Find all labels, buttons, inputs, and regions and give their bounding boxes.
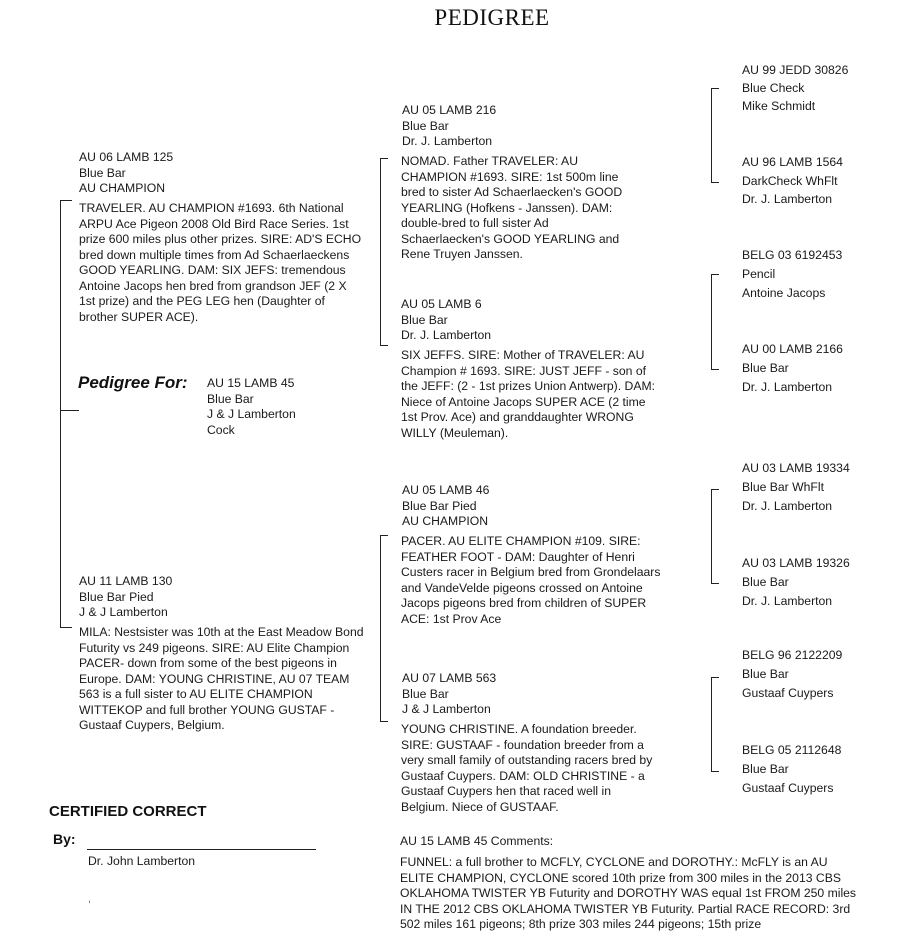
ds-block (402, 483, 682, 530)
dd-owner: J & J Lamberton (402, 702, 491, 716)
comments-text: FUNNEL: a full brother to MCFLY, CYCLONE and DOROTHY.: McFLY is an AU ELITE CHAMPION, CYCLONE scored 10th prize from 300 miles in the 2013 CBS OKLAHOMA TWISTER YB Futurity and DOROTHY WAS equal 1st FROM 250 miles IN THE 2012 CBS OKLAHOMA TWISTER YB Futurity. Partial RACE RECORD: 3rd 502 miles 161 pigeons; 8th prize 303 miles 244 pigeons; 15th prize (400, 855, 857, 931)
subject-band: AU 15 LAMB 45 (207, 376, 295, 390)
ggp-color: Blue Bar (742, 361, 789, 375)
signature-line (87, 849, 316, 850)
ggp-owner: Dr. J. Lamberton (742, 192, 833, 206)
sire-block (79, 150, 364, 197)
ggp-3 (742, 246, 912, 303)
dd-connector (380, 721, 388, 722)
ggp-connector (711, 489, 719, 490)
sd-band: AU 05 LAMB 6 (401, 297, 482, 311)
ggp-owner: Dr. J. Lamberton (742, 594, 833, 608)
dam-owner: J & J Lamberton (79, 605, 168, 619)
ggp-color: Blue Bar (742, 762, 789, 776)
ggp-band: BELG 05 2112648 (742, 743, 842, 757)
dam-bracket-line (380, 535, 381, 721)
ggp-color: DarkCheck WhFlt (742, 173, 838, 188)
sire-bracket-line (380, 158, 381, 345)
ggp-1 (742, 61, 912, 115)
sire-color: Blue Bar (79, 165, 126, 180)
ggp-5 (742, 459, 912, 516)
sd-connector (380, 345, 388, 346)
sire-band: AU 06 LAMB 125 (79, 150, 174, 164)
page-title: PEDIGREE (434, 5, 550, 30)
ggp-band: BELG 03 6192453 (742, 248, 843, 262)
ss-band: AU 05 LAMB 216 (402, 103, 497, 117)
certified-correct-heading: CERTIFIED CORRECT (49, 803, 207, 820)
ggp-connector (711, 583, 719, 584)
ggp-band: AU 00 LAMB 2166 (742, 342, 843, 356)
ggp-connector (711, 369, 719, 370)
dd-block (402, 671, 682, 718)
ss-color: Blue Bar (402, 118, 449, 133)
subject-connector (60, 410, 79, 411)
subject-color: Blue Bar (207, 391, 254, 406)
ss-notes: NOMAD. Father TRAVELER: AU CHAMPION #1693. SIRE: 1st 500m line bred to sister Ad Schaerlaecken's GOOD YEARLING (Hofkens - Janssen). DAM: double-bred to full sister Ad Schaerlaecken's GOOD YEARLING and Rene Truyen Janssen. (401, 154, 623, 261)
sd-owner: Dr. J. Lamberton (401, 328, 492, 342)
ggp-owner: Antoine Jacops (742, 286, 826, 300)
ggp-owner: Gustaaf Cuypers (742, 781, 834, 795)
ggp-bracket-3 (711, 489, 712, 583)
sire-title: AU CHAMPION (79, 181, 165, 195)
ggp-bracket-2 (711, 274, 712, 369)
ggp-owner: Dr. J. Lamberton (742, 380, 833, 394)
ggp-connector (711, 771, 719, 772)
ggp-band: AU 96 LAMB 1564 (742, 155, 843, 169)
ggp-connector (711, 88, 719, 89)
ggp-4 (742, 340, 912, 397)
ggp-bracket-4 (711, 677, 712, 771)
sd-block (401, 297, 681, 344)
sd-color: Blue Bar (401, 312, 448, 327)
ds-title: AU CHAMPION (402, 514, 488, 528)
ds-color: Blue Bar Pied (402, 498, 477, 513)
ggp-connector (711, 677, 719, 678)
sire-connector (60, 200, 72, 201)
ggp-bracket-1 (711, 88, 712, 182)
ds-band: AU 05 LAMB 46 (402, 483, 490, 497)
ggp-color: Blue Bar WhFlt (742, 480, 824, 494)
ggp-band: AU 03 LAMB 19334 (742, 461, 850, 475)
ggp-8 (742, 741, 912, 798)
sd-notes: SIX JEFFS. SIRE: Mother of TRAVELER: AU Champion # 1693. SIRE: JUST JEFF - son of the JEFF: (2 - 1st prizes Union Antwerp). DAM: Niece of Antoine Jacops SUPER ACE (2 time 1st Prov. Ace) and granddaughter WRONG WILLY (Meuleman). (401, 348, 655, 440)
dam-connector (60, 627, 72, 628)
subject-block (207, 376, 347, 438)
subject-sex: Cock (207, 422, 235, 437)
ggp-color: Pencil (742, 267, 776, 281)
pedigree-for-label: Pedigree For: (78, 373, 188, 392)
dam-band: AU 11 LAMB 130 (79, 574, 173, 588)
dd-band: AU 07 LAMB 563 (402, 671, 497, 685)
dam-notes: MILA: Nestsister was 10th at the East Meadow Bond Futurity vs 249 pigeons. SIRE: AU Elite Champion PACER- down from some of the best pigeons in Europe. DAM: YOUNG CHRISTINE, AU 07 TEAM 563 is a full sister to AU ELITE CHAMPION WITTEKOP and full brother YOUNG GUSTAF - Gustaaf Cuypers, Belgium. (79, 625, 364, 732)
dam-color: Blue Bar Pied (79, 589, 154, 604)
ggp-7 (742, 646, 912, 703)
ggp-band: AU 03 LAMB 19326 (742, 556, 850, 570)
stray-mark: , (88, 894, 91, 905)
subject-bracket-line (60, 200, 61, 627)
ggp-band: BELG 96 2122209 (742, 648, 843, 662)
ss-owner: Dr. J. Lamberton (402, 134, 493, 148)
ggp-6 (742, 554, 912, 611)
dam-block (79, 574, 364, 621)
ds-notes: PACER. AU ELITE CHAMPION #109. SIRE: FEATHER FOOT - DAM: Daughter of Henri Custers racer in Belgium bred from Grondelaars and VandeVelde pigeons crossed on Antoine Jacops pigeons bred from children of SUPER ACE: 1st Prov Ace (401, 534, 661, 626)
comments-heading: AU 15 LAMB 45 Comments: (400, 834, 554, 848)
sire-notes: TRAVELER. AU CHAMPION #1693. 6th National ARPU Ace Pigeon 2008 Old Bird Race Series. 1st prize 600 miles plus other prizes. SIRE: AD'S ECHO bred down multiple times from Ad Schaerlaeckens GOOD YEARLING. DAM: SIX JEFS: tremendous Antoine Jacops hen bred from grandson JEF (2 X 1st prize) and the PEG LEG hen (Daughter of brother SUPER ACE). (79, 201, 362, 324)
dd-notes: YOUNG CHRISTINE. A foundation breeder. SIRE: GUSTAAF - foundation breeder from a very small family of outstanding racers bred by Gustaaf Cuypers. DAM: OLD CHRISTINE - a Gustaaf Cuypers hen that raced well in Belgium. Niece of GUSTAAF. (401, 722, 653, 814)
signer-name: Dr. John Lamberton (88, 854, 196, 868)
ggp-connector (711, 274, 719, 275)
ds-connector (380, 535, 388, 536)
ggp-color: Blue Bar (742, 575, 789, 589)
ggp-connector (711, 182, 719, 183)
dd-color: Blue Bar (402, 686, 449, 701)
ggp-band: AU 99 JEDD 30826 (742, 63, 849, 77)
ggp-owner: Gustaaf Cuypers (742, 686, 834, 700)
ggp-owner: Dr. J. Lamberton (742, 499, 833, 513)
by-label: By: (53, 831, 76, 847)
ggp-color: Blue Bar (742, 667, 789, 681)
ggp-color: Blue Check (742, 81, 805, 95)
ss-block (402, 103, 682, 150)
ss-connector (380, 158, 388, 159)
ggp-2 (742, 153, 912, 209)
ggp-owner: Mike Schmidt (742, 99, 816, 113)
subject-owner: J & J Lamberton (207, 407, 296, 421)
